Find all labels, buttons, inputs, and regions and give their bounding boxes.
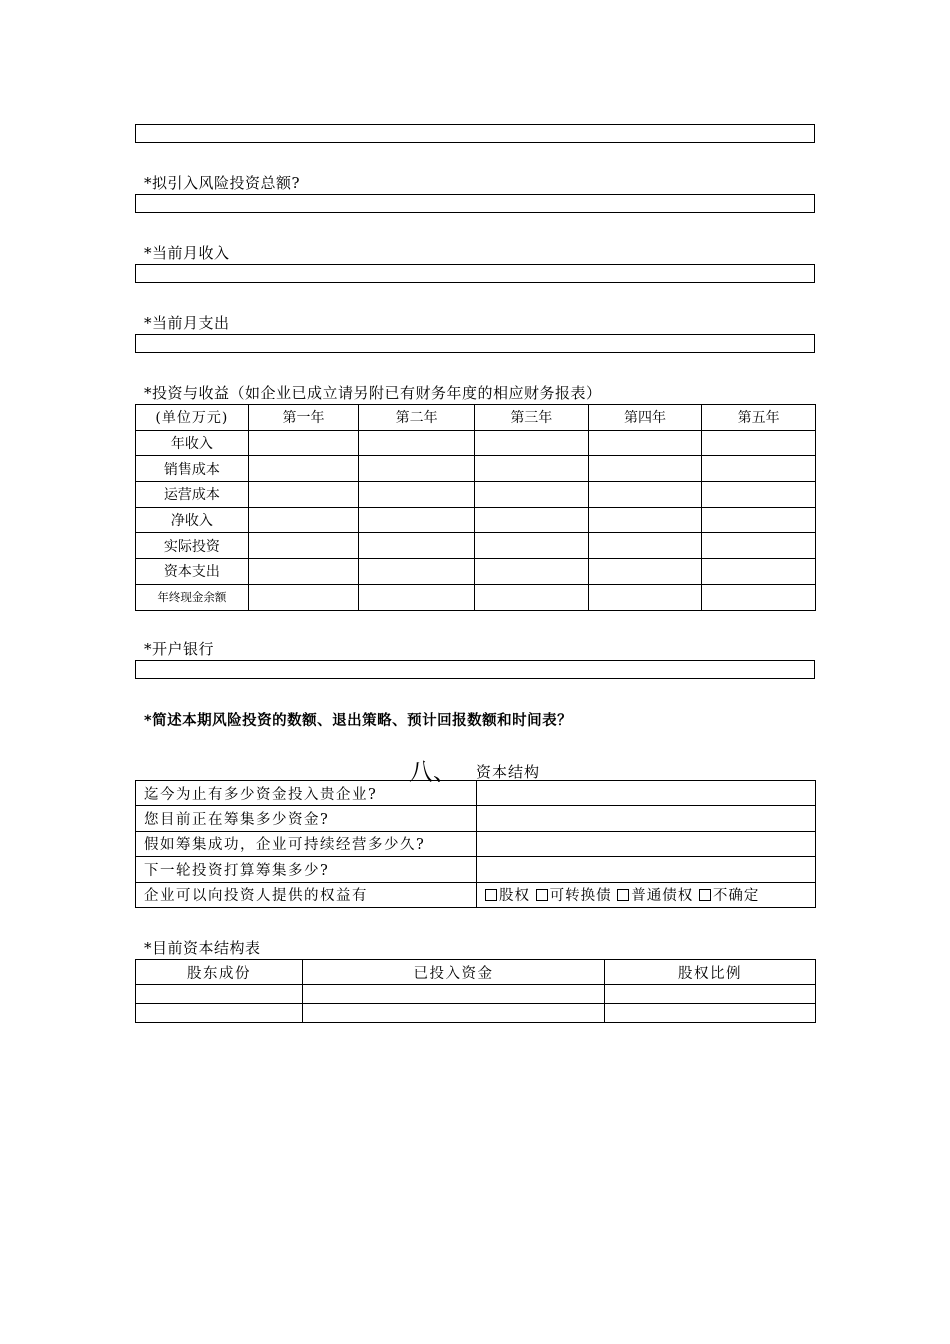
month-expense-input[interactable] <box>135 334 815 353</box>
row-label: 年收入 <box>136 430 249 456</box>
answer-box-top[interactable] <box>135 124 815 143</box>
cell[interactable] <box>303 1004 605 1023</box>
option-convertible[interactable]: 可转换债 <box>536 888 612 904</box>
equity-header: 股权比例 <box>605 960 816 985</box>
cell[interactable] <box>474 584 588 610</box>
equity-row <box>136 985 816 1004</box>
cell[interactable] <box>702 507 816 533</box>
checkbox-icon[interactable] <box>617 889 629 901</box>
question-cell: 您目前正在筹集多少资金? <box>136 806 477 831</box>
capital-row <box>136 882 816 907</box>
cell[interactable] <box>136 1004 303 1023</box>
cell[interactable] <box>136 985 303 1004</box>
cell[interactable] <box>702 430 816 456</box>
venture-total-input[interactable] <box>135 194 815 213</box>
cell[interactable] <box>248 559 359 585</box>
capital-row <box>136 806 816 831</box>
cell[interactable] <box>588 482 702 508</box>
cell[interactable] <box>359 559 475 585</box>
cell[interactable] <box>359 507 475 533</box>
cell[interactable] <box>248 456 359 482</box>
finance-row <box>136 507 816 533</box>
cell[interactable] <box>474 507 588 533</box>
question-cell: 下一轮投资打算筹集多少? <box>136 857 477 882</box>
cell[interactable] <box>248 533 359 559</box>
venture-total-label: *拟引入风险投资总额? <box>144 174 301 192</box>
cell[interactable] <box>248 482 359 508</box>
section-number: 八、 <box>409 758 457 786</box>
checkbox-icon[interactable] <box>485 889 497 901</box>
cell[interactable] <box>702 533 816 559</box>
cell[interactable] <box>248 430 359 456</box>
cell[interactable] <box>702 482 816 508</box>
options-cell <box>477 882 816 907</box>
question-cell: 假如筹集成功，企业可持续经营多少久? <box>136 831 477 856</box>
option-uncertain[interactable]: 不确定 <box>699 888 760 904</box>
cell[interactable] <box>474 430 588 456</box>
capital-table <box>135 780 816 908</box>
question-cell: 迄今为止有多少资金投入贵企业? <box>136 781 477 806</box>
option-debt[interactable]: 普通债权 <box>617 888 693 904</box>
year-header: 第四年 <box>588 405 702 431</box>
equity-row <box>136 1004 816 1023</box>
finance-row <box>136 533 816 559</box>
cell[interactable] <box>588 533 702 559</box>
month-income-input[interactable] <box>135 264 815 283</box>
month-income-label: *当前月收入 <box>144 244 230 262</box>
equity-table-title: *目前资本结构表 <box>144 939 261 957</box>
cell[interactable] <box>702 584 816 610</box>
finance-row <box>136 584 816 610</box>
capital-row <box>136 831 816 856</box>
equity-header: 已投入资金 <box>303 960 605 985</box>
year-header: 第二年 <box>359 405 475 431</box>
answer-cell[interactable] <box>477 806 816 831</box>
year-header: 第一年 <box>248 405 359 431</box>
equity-header-row <box>136 960 816 985</box>
section-title: 资本结构 <box>476 763 541 781</box>
year-header: 第五年 <box>702 405 816 431</box>
cell[interactable] <box>702 456 816 482</box>
row-label: 净收入 <box>136 507 249 533</box>
cell[interactable] <box>359 482 475 508</box>
finance-row <box>136 559 816 585</box>
finance-row <box>136 482 816 508</box>
finance-table <box>135 404 816 611</box>
finance-row <box>136 456 816 482</box>
bank-input[interactable] <box>135 660 815 679</box>
cell[interactable] <box>588 430 702 456</box>
cell[interactable] <box>605 1004 816 1023</box>
cell[interactable] <box>474 482 588 508</box>
finance-header-row <box>136 405 816 431</box>
cell[interactable] <box>474 559 588 585</box>
row-label: 年终现金余额 <box>136 584 249 610</box>
invest-return-label: *投资与收益（如企业已成立请另附已有财务年度的相应财务报表） <box>144 384 602 402</box>
cell[interactable] <box>588 584 702 610</box>
year-header: 第三年 <box>474 405 588 431</box>
bank-label: *开户银行 <box>144 640 215 658</box>
cell[interactable] <box>359 584 475 610</box>
cell[interactable] <box>359 533 475 559</box>
option-equity[interactable]: 股权 <box>485 888 530 904</box>
unit-label: (单位万元) <box>136 405 249 431</box>
checkbox-icon[interactable] <box>699 889 711 901</box>
cell[interactable] <box>605 985 816 1004</box>
summary-question: *简述本期风险投资的数额、退出策略、预计回报数额和时间表？ <box>144 713 573 729</box>
cell[interactable] <box>474 456 588 482</box>
cell[interactable] <box>702 559 816 585</box>
answer-cell[interactable] <box>477 857 816 882</box>
checkbox-icon[interactable] <box>536 889 548 901</box>
month-expense-label: *当前月支出 <box>144 314 230 332</box>
cell[interactable] <box>588 507 702 533</box>
answer-cell[interactable] <box>477 831 816 856</box>
cell[interactable] <box>588 456 702 482</box>
answer-cell[interactable] <box>477 781 816 806</box>
cell[interactable] <box>248 584 359 610</box>
equity-header: 股东成份 <box>136 960 303 985</box>
cell[interactable] <box>588 559 702 585</box>
cell[interactable] <box>303 985 605 1004</box>
question-cell: 企业可以向投资人提供的权益有 <box>136 882 477 907</box>
row-label: 资本支出 <box>136 559 249 585</box>
capital-row <box>136 857 816 882</box>
finance-row <box>136 430 816 456</box>
capital-row <box>136 781 816 806</box>
cell[interactable] <box>359 430 475 456</box>
row-label: 运营成本 <box>136 482 249 508</box>
equity-table <box>135 959 816 1023</box>
cell[interactable] <box>359 456 475 482</box>
cell[interactable] <box>474 533 588 559</box>
row-label: 销售成本 <box>136 456 249 482</box>
row-label: 实际投资 <box>136 533 249 559</box>
cell[interactable] <box>248 507 359 533</box>
